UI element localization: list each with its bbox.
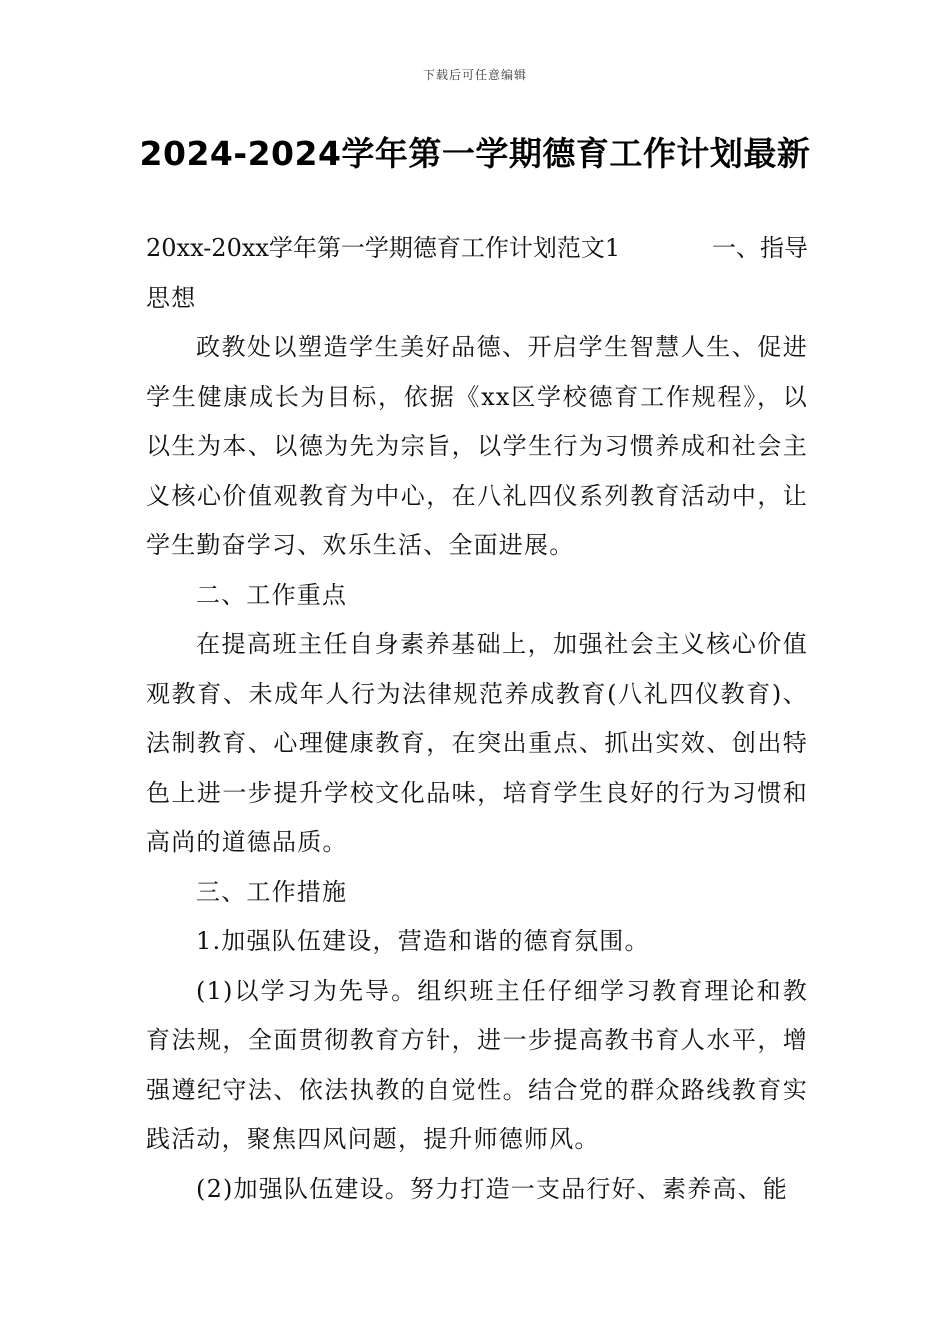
section-heading-work-measures: 三、工作措施 xyxy=(196,877,348,906)
sub-item-2: (2)加强队伍建设。努力打造一支品行好、素养高、能 xyxy=(196,1174,788,1203)
intro-subtitle: 20xx-20xx学年第一学期德育工作计划范文1 xyxy=(146,234,621,262)
header-note: 下载后可任意编辑 xyxy=(422,68,527,82)
document-title: 2024-2024学年第一学期德育工作计划最新 xyxy=(139,134,811,173)
paragraph-guiding-thought: 政教处以塑造学生美好品德、开启学生智慧人生、促进学生健康成长为目标，依据《xx区学校德育工作规程》，以以生为本、以德为先为宗旨，以学生行为习惯养成和社会主义核心价值观教育为中心，在八礼四仪系列教育活动中，让学生勤奋学习、欢乐生活、全面进展。 xyxy=(146,333,808,559)
document-body xyxy=(146,224,808,1214)
intro-continuation: 思想 xyxy=(146,283,197,312)
intro-line xyxy=(146,224,808,274)
list-item-1: 1.加强队伍建设，营造和谐的德育氛围。 xyxy=(196,927,650,955)
sub-item-1: (1)以学习为先导。组织班主任仔细学习教育理论和教育法规，全面贯彻教育方针，进一步提高教书育人水平，增强遵纪守法、依法执教的自觉性。结合党的群众路线教育实践活动，聚焦四风问题，提升师德师风。 xyxy=(146,976,808,1153)
section-heading-work-focus: 二、工作重点 xyxy=(196,580,348,609)
intro-section-heading: 一、指导 xyxy=(712,234,808,262)
paragraph-work-focus: 在提高班主任自身素养基础上，加强社会主义核心价值观教育、未成年人行为法律规范养成教育(八礼四仪教育)、法制教育、心理健康教育，在突出重点、抓出实效、创出特色上进一步提升学校文化品味，培育学生良好的行为习惯和高尚的道德品质。 xyxy=(146,630,808,856)
